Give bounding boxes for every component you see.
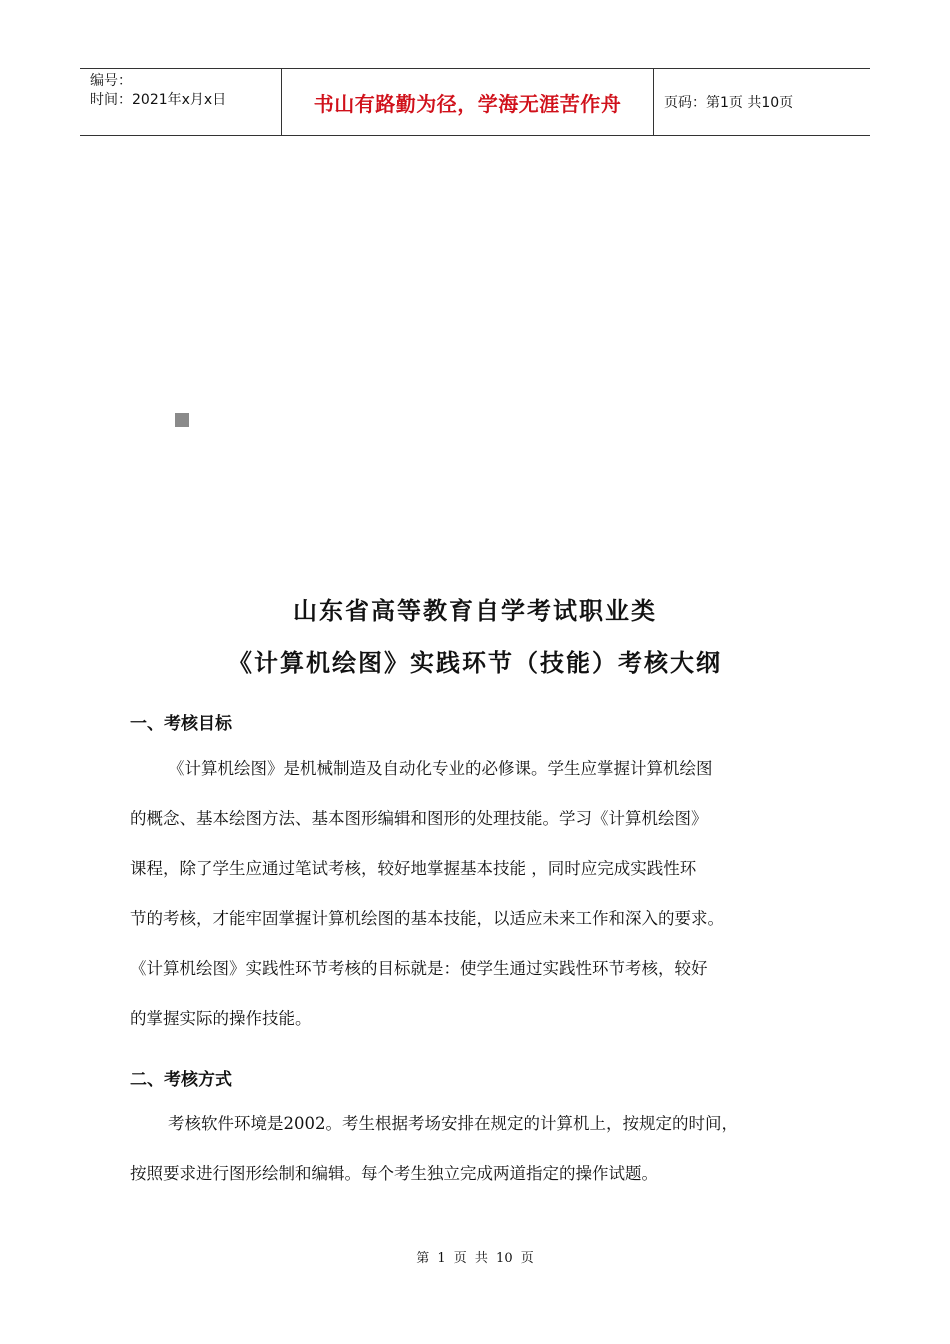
paragraph-line: 考核软件环境是2002。考生根据考场安排在规定的计算机上，按规定的时间， [168, 1114, 738, 1133]
paragraph-line: 的概念、基本绘图方法、基本图形编辑和图形的处理技能。学习《计算机绘图》 [130, 809, 708, 828]
section-heading-goal: 一、考核目标 [130, 714, 232, 734]
paragraph-line: 的掌握实际的操作技能。 [130, 1009, 312, 1028]
page-info: 页码：第1页 共10页 [664, 95, 794, 111]
header-meta-cell [80, 69, 282, 135]
paragraph-line: 课程，除了学生应通过笔试考核，较好地掌握基本技能 ，同时应完成实践性环 [130, 859, 697, 878]
paragraph-line: 《计算机绘图》是机械制造及自动化专业的必修课。学生应掌握计算机绘图 [168, 759, 713, 778]
document-title-line2: 《计算机绘图》实践环节（技能）考核大纲 [228, 648, 722, 677]
header-motto-cell [282, 69, 654, 135]
header-page-cell [654, 69, 870, 135]
document-title-line1: 山东省高等教育自学考试职业类 [293, 596, 657, 625]
page-footer: 第 1 页 共 10 页 [416, 1251, 534, 1266]
section-heading-method: 二、考核方式 [130, 1070, 232, 1090]
gray-square-mark [175, 413, 189, 427]
section-body-method [130, 1099, 820, 1199]
section-body-goal [130, 744, 820, 1044]
header-table [80, 68, 870, 136]
number-label: 编号： [90, 73, 132, 89]
paragraph-line: 按照要求进行图形绘制和编辑。每个考生独立完成两道指定的操作试题。 [130, 1164, 658, 1183]
motto-text: 书山有路勤为径，学海无涯苦作舟 [313, 91, 622, 116]
paragraph-line: 节的考核，才能牢固掌握计算机绘图的基本技能，以适应未来工作和深入的要求。 [130, 909, 724, 928]
paragraph-line: 《计算机绘图》实践性环节考核的目标就是：使学生通过实践性环节考核，较好 [130, 959, 708, 978]
date-label: 时间：2021年x月x日 [90, 92, 227, 108]
